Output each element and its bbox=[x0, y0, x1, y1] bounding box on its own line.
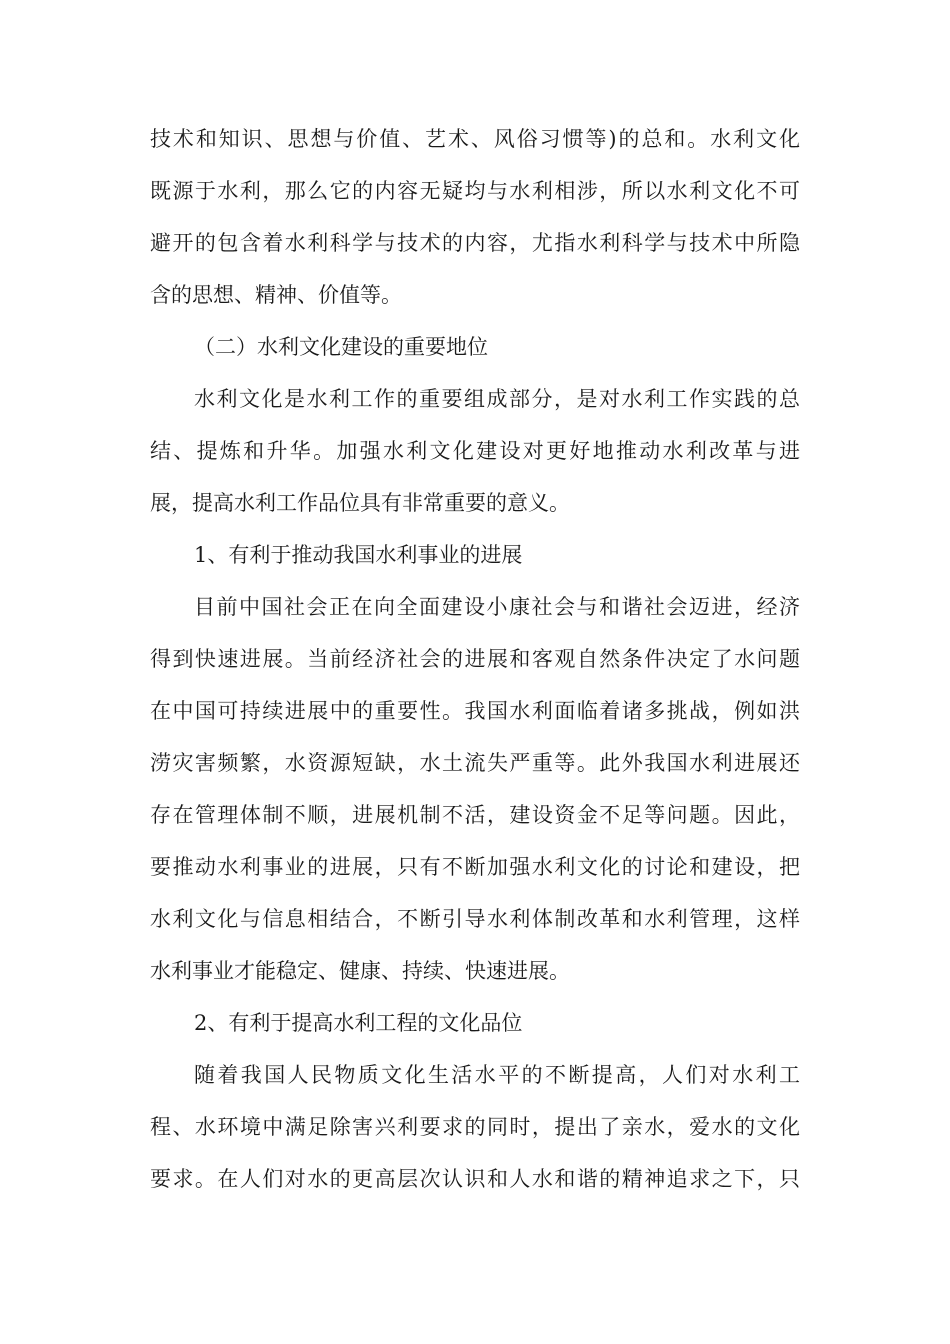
text-line: 避开的包含着水利科学与技术的内容，尤指水利科学与技术中所隐 bbox=[150, 231, 800, 255]
text-line: 要推动水利事业的进展，只有不断加强水利文化的讨论和建设，把 bbox=[150, 855, 800, 879]
text-line: 2、有利于提高水利工程的文化品位 bbox=[194, 1011, 523, 1035]
text-line: 在中国可持续进展中的重要性。我国水利面临着诸多挑战，例如洪 bbox=[150, 699, 800, 723]
text-line: 水利事业才能稳定、健康、持续、快速进展。 bbox=[150, 959, 570, 983]
text-line: 既源于水利，那么它的内容无疑均与水利相涉，所以水利文化不可 bbox=[150, 179, 800, 203]
text-line: 存在管理体制不顺，进展机制不活，建设资金不足等问题。因此， bbox=[150, 803, 800, 827]
text-line: 含的思想、精神、价值等。 bbox=[150, 283, 402, 307]
text-line: 技术和知识、思想与价值、艺术、风俗习惯等)的总和。水利文化 bbox=[150, 127, 800, 151]
text-line: 程、水环境中满足除害兴利要求的同时，提出了亲水，爱水的文化 bbox=[150, 1115, 800, 1139]
text-line: 要求。在人们对水的更高层次认识和人水和谐的精神追求之下，只 bbox=[150, 1167, 800, 1191]
text-line: 展，提高水利工作品位具有非常重要的意义。 bbox=[150, 491, 570, 515]
text-line: 目前中国社会正在向全面建设小康社会与和谐社会迈进，经济 bbox=[194, 595, 800, 619]
text-line: 1、有利于推动我国水利事业的进展 bbox=[194, 543, 523, 567]
text-line: 水利文化是水利工作的重要组成部分，是对水利工作实践的总 bbox=[194, 387, 800, 411]
text-line: 结、提炼和升华。加强水利文化建设对更好地推动水利改革与进 bbox=[150, 439, 800, 463]
document-body bbox=[150, 113, 800, 1205]
text-line: （二）水利文化建设的重要地位 bbox=[194, 335, 488, 359]
text-line: 随着我国人民物质文化生活水平的不断提高，人们对水利工 bbox=[194, 1063, 800, 1087]
text-line: 水利文化与信息相结合，不断引导水利体制改革和水利管理，这样 bbox=[150, 907, 800, 931]
text-line: 涝灾害频繁，水资源短缺，水土流失严重等。此外我国水利进展还 bbox=[150, 751, 800, 775]
text-line: 得到快速进展。当前经济社会的进展和客观自然条件决定了水问题 bbox=[150, 647, 800, 671]
